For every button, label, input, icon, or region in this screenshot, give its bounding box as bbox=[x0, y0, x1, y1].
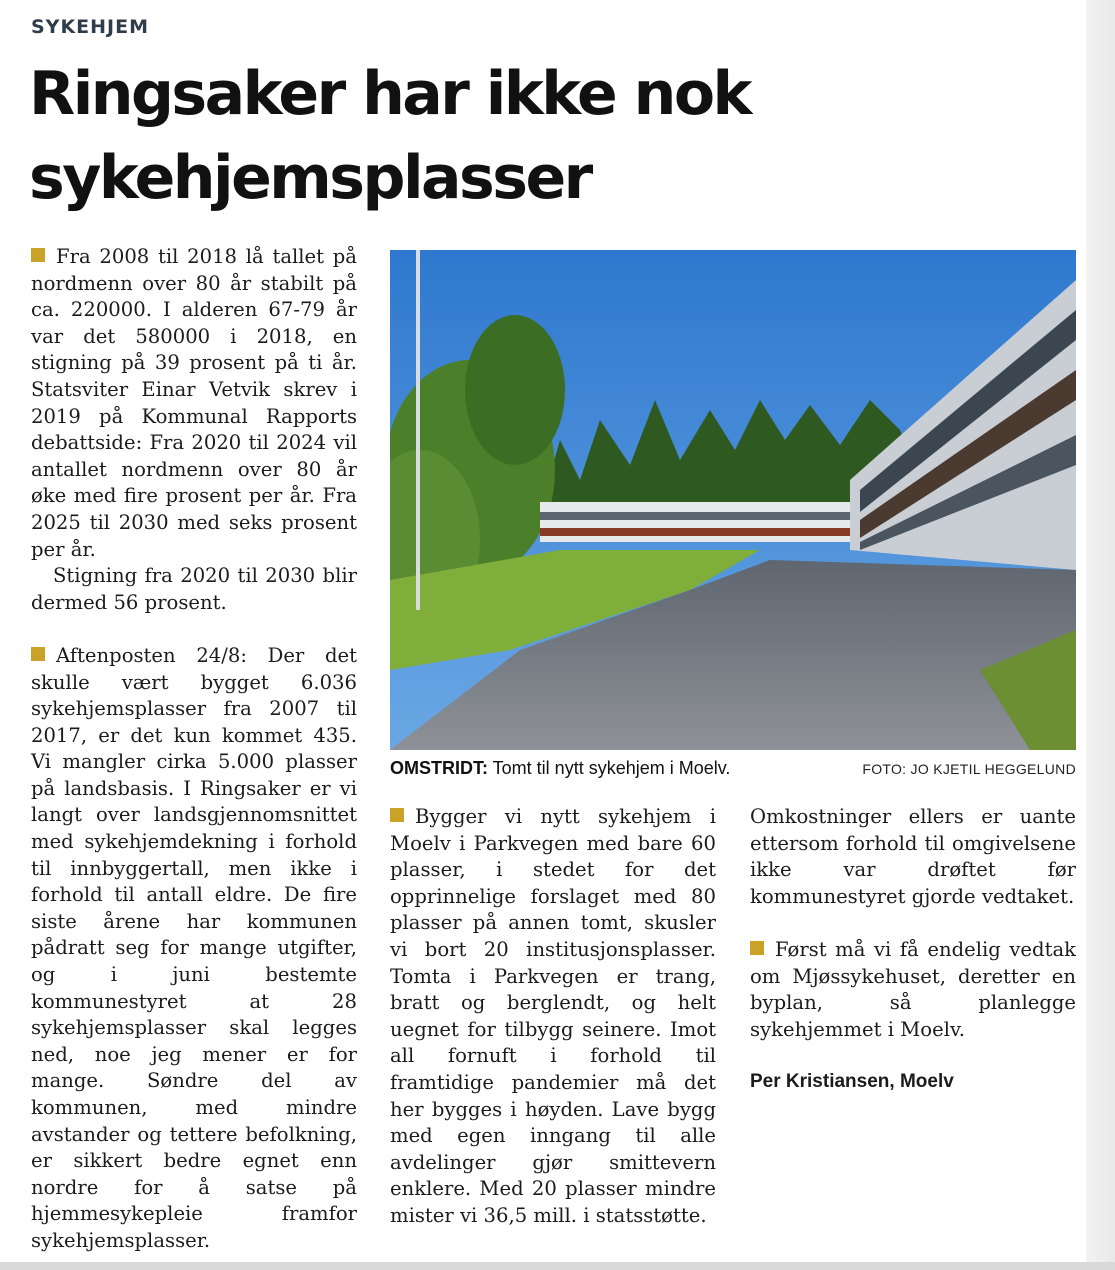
paragraph: Omkostninger ellers er uante ettersom forhold til omgivelsene ikke var drøftet før kommunestyret gjorde vedtaket. bbox=[750, 805, 1076, 908]
paragraph: Bygger vi nytt sykehjem i Moelv i Parkvegen med bare 60 plasser, i stedet for det opprinnelige forslaget med 80 plasser på annen tomt, skusler vi bort 20 institusjonsplasser. Tomta i Parkvegen er trang, bratt og berglendt, og helt uegnet for tilbygg seinere. Imot all fornuft i forhold til framtidige pandemier må det her bygges i høyden. Lave bygg med egen inngang til alle avdelinger gjør smittevern enklere. Med 20 plasser mindre mister vi 36,5 mill. i statsstøtte. bbox=[390, 805, 716, 1227]
article-photo bbox=[390, 250, 1076, 750]
bullet-square-icon bbox=[31, 248, 45, 262]
bullet-square-icon bbox=[750, 941, 764, 955]
photo-credit: FOTO: JO KJETIL HEGGELUND bbox=[862, 761, 1076, 777]
paragraph: Aftenposten 24/8: Der det skulle vært bygget 6.036 sykehjemsplasser fra 2007 til 2017, er det kun kommet 435. Vi mangler cirka 5.000 plasser på landsbasis. I Ringsaker er vi langt over landsgjennomsnittet med sykehjemdekning i forhold til innbyggertall, men ikke i forhold til antall eldre. De fire siste årene har kommunen pådratt seg for mange utgifter, og i juni bestemte kommunestyret at 28 sykehjemsplasser skal legges ned, noe jeg mener er for mange. Søndre del av kommunen, med mindre avstander og tettere befolkning, er sikkert bedre egnet enn nordre for å satse på hjemmesykepleie framfor sykehjemsplasser. bbox=[31, 643, 357, 1252]
article-column-3 bbox=[750, 804, 1076, 1096]
caption-label: OMSTRIDT: bbox=[390, 758, 488, 778]
caption-text: Tomt til nytt sykehjem i Moelv. bbox=[488, 758, 731, 778]
author-signature: Per Kristiansen, Moelv bbox=[750, 1071, 954, 1093]
photo-caption bbox=[390, 758, 1076, 782]
paragraph: Fra 2008 til 2018 lå tallet på nordmenn over 80 år stabilt på ca. 220000. I alderen 67-79 år var det 580000 i 2018, en stigning på 39 prosent på ti år. Statsviter Einar Vetvik skrev i 2019 på Kommunal Rapports debattside: Fra 2020 til 2024 vil antallet nordmenn over 80 år øke med fire prosent per år. Fra 2025 til 2030 med seks prosent per år. bbox=[31, 245, 357, 561]
article-headline: Ringsaker har ikke nok sykehjemsplasser bbox=[29, 59, 750, 213]
bullet-square-icon bbox=[390, 808, 404, 822]
paragraph: Stigning fra 2020 til 2030 blir dermed 56 prosent. bbox=[31, 564, 357, 614]
article-column-1 bbox=[31, 244, 357, 1255]
paragraph: Først må vi få endelig vedtak om Mjøssykehuset, deretter en byplan, så planlegge sykehjemmet i Moelv. bbox=[750, 937, 1076, 1041]
article-column-2 bbox=[390, 804, 716, 1230]
page-edge-right bbox=[1086, 0, 1115, 1270]
section-kicker: SYKEHJEM bbox=[31, 16, 150, 38]
bullet-square-icon bbox=[31, 647, 45, 661]
page-edge-bottom bbox=[0, 1262, 1115, 1270]
